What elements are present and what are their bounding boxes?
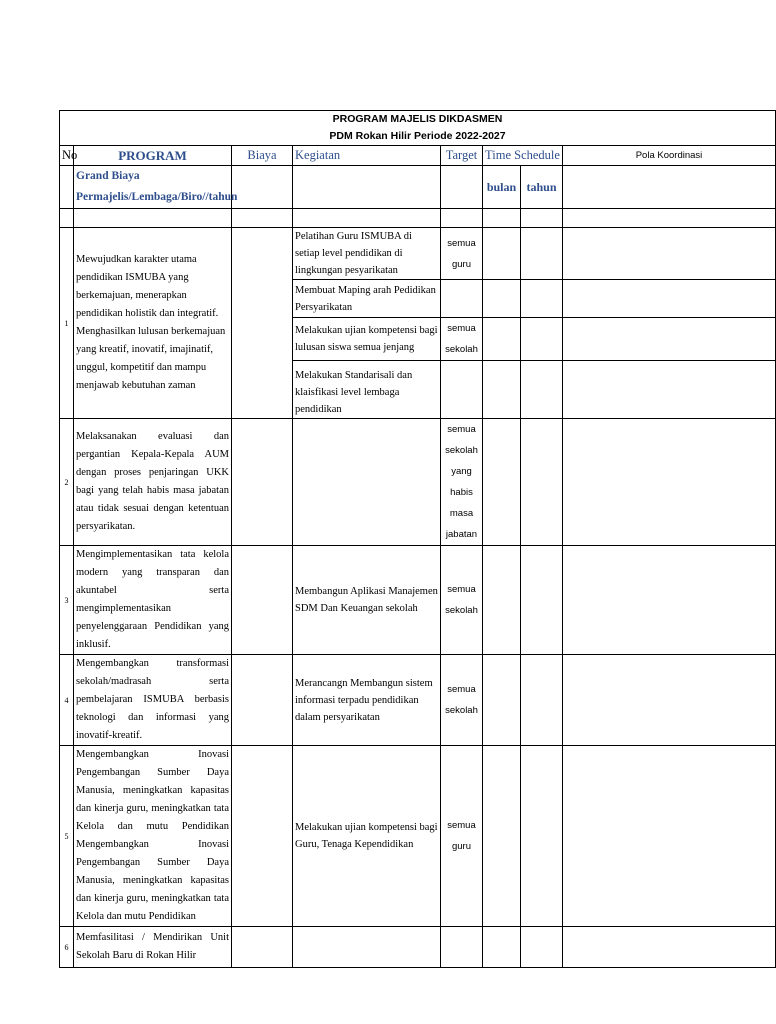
pola-cell <box>563 361 776 419</box>
target-text: semua sekolah <box>441 655 483 746</box>
tahun-cell <box>521 361 563 419</box>
program-text: Mengimplementasikan tata kelola modern yang transparan dan akuntabel serta mengimplementasikan penyelenggaraan Pendidikan yang inklusif. <box>74 546 232 655</box>
pola-cell <box>563 546 776 655</box>
row-number: 6 <box>60 927 74 968</box>
empty-cell <box>563 166 776 209</box>
empty-cell <box>521 209 563 228</box>
header-target: Target <box>441 146 483 166</box>
program-table <box>59 110 776 968</box>
biaya-cell <box>232 927 293 968</box>
header-biaya: Biaya <box>232 146 293 166</box>
pola-cell <box>563 419 776 546</box>
tahun-cell <box>521 318 563 361</box>
target-text: semua guru <box>441 228 483 280</box>
empty-cell <box>60 209 74 228</box>
tahun-cell <box>521 655 563 746</box>
grand-biaya-line-1: Grand Biaya <box>76 170 140 182</box>
bulan-cell <box>483 419 521 546</box>
bulan-cell <box>483 280 521 318</box>
table-row <box>60 746 776 927</box>
kegiatan-text: Merancangn Membangun sistem informasi terpadu pendidikan dalam persyarikatan <box>293 655 441 746</box>
kegiatan-text: Membuat Maping arah Pedidikan Persyarikatan <box>293 280 441 318</box>
row-number: 1 <box>60 228 74 419</box>
pola-cell <box>563 280 776 318</box>
grand-biaya-line-2: Permajelis/Lembaga/Biro//tahun <box>76 191 238 203</box>
header-bulan: bulan <box>483 166 521 209</box>
target-text: semua sekolah <box>441 546 483 655</box>
empty-cell <box>483 209 521 228</box>
program-text: Mewujudkan karakter utama pendidikan ISMUBA yang berkemajuan, menerapkan pendidikan holistik dan integratif. Menghasilkan lulusan berkemajuan yang kreatif, inovatif, imajinatif, unggul, kompetitif dan mampu menjawab kebutuhan zaman <box>74 228 232 419</box>
biaya-cell <box>232 546 293 655</box>
pola-cell <box>563 746 776 927</box>
target-text <box>441 927 483 968</box>
target-text <box>441 361 483 419</box>
grand-biaya-label <box>74 166 238 209</box>
table-row <box>60 546 776 655</box>
kegiatan-text <box>293 419 441 546</box>
header-tahun: tahun <box>521 166 563 209</box>
title-line-2: PDM Rokan Hilir Periode 2022-2027 <box>329 130 506 142</box>
header-program: PROGRAM <box>74 146 232 166</box>
table-row <box>60 655 776 746</box>
kegiatan-text: Melakukan ujian kompetensi bagi lulusan siswa semua jenjang <box>293 318 441 361</box>
biaya-cell <box>232 228 293 419</box>
pola-cell <box>563 228 776 280</box>
spacer-row <box>60 209 776 228</box>
kegiatan-text: Membangun Aplikasi Manajemen SDM Dan Keuangan sekolah <box>293 546 441 655</box>
table-row <box>60 419 776 546</box>
bulan-cell <box>483 318 521 361</box>
header-row <box>60 146 776 166</box>
program-text: Melaksanakan evaluasi dan pergantian Kepala-Kepala AUM dengan proses penjaringan UKK bagi yang telah habis masa jabatan atau tidak sesuai dengan ketentuan persyarikatan. <box>74 419 232 546</box>
empty-cell <box>232 209 293 228</box>
target-text: semua guru <box>441 746 483 927</box>
subheader-row <box>60 166 776 209</box>
tahun-cell <box>521 927 563 968</box>
header-no: No <box>60 146 74 166</box>
header-time-schedule: Time Schedule <box>483 146 563 166</box>
pola-cell <box>563 318 776 361</box>
bulan-cell <box>483 746 521 927</box>
target-text: semua sekolah yang habis masa jabatan <box>441 419 483 546</box>
empty-cell <box>60 166 74 209</box>
header-pola-koordinasi: Pola Koordinasi <box>563 146 776 166</box>
bulan-cell <box>483 655 521 746</box>
empty-cell <box>293 209 441 228</box>
pola-cell <box>563 655 776 746</box>
biaya-cell <box>232 746 293 927</box>
tahun-cell <box>521 228 563 280</box>
table-row <box>60 927 776 968</box>
row-number: 5 <box>60 746 74 927</box>
empty-cell <box>232 166 293 209</box>
program-text: Mengembangkan Inovasi Pengembangan Sumber Daya Manusia, meningkatkan kapasitas dan kinerja guru, meningkatkan tata Kelola dan mutu Pendidikan Mengembangkan Inovasi Pengembangan Sumber Daya Manusia, meningkatkan kapasitas dan kinerja guru, meningkatkan tata Kelola dan mutu Pendidikan <box>74 746 232 927</box>
target-text <box>441 280 483 318</box>
empty-cell <box>74 209 232 228</box>
tahun-cell <box>521 546 563 655</box>
title-line-1: PROGRAM MAJELIS DIKDASMEN <box>332 113 503 125</box>
kegiatan-text: Melakukan Standarisali dan klaisfikasi level lembaga pendidikan <box>293 361 441 419</box>
bulan-cell <box>483 228 521 280</box>
empty-cell <box>441 209 483 228</box>
biaya-cell <box>232 655 293 746</box>
program-text: Memfasilitasi / Mendirikan Unit Sekolah Baru di Rokan Hilir <box>74 927 232 968</box>
program-text: Mengembangkan transformasi sekolah/madrasah serta pembelajaran ISMUBA berbasis teknologi dan informasi yang inovatif-kreatif. <box>74 655 232 746</box>
row-number: 2 <box>60 419 74 546</box>
tahun-cell <box>521 419 563 546</box>
empty-cell <box>441 166 483 209</box>
tahun-cell <box>521 280 563 318</box>
row-number: 3 <box>60 546 74 655</box>
bulan-cell <box>483 927 521 968</box>
table-row <box>60 228 776 280</box>
bulan-cell <box>483 546 521 655</box>
bulan-cell <box>483 361 521 419</box>
title-row <box>60 111 776 146</box>
kegiatan-text: Pelatihan Guru ISMUBA di setiap level pendidikan di lingkungan pesyarikatan <box>293 228 441 280</box>
empty-cell <box>293 166 441 209</box>
row-number: 4 <box>60 655 74 746</box>
biaya-cell <box>232 419 293 546</box>
header-kegiatan: Kegiatan <box>293 146 441 166</box>
kegiatan-text <box>293 927 441 968</box>
kegiatan-text: Melakukan ujian kompetensi bagi Guru, Tenaga Kependidikan <box>293 746 441 927</box>
document-title <box>60 111 776 146</box>
tahun-cell <box>521 746 563 927</box>
target-text: semua sekolah <box>441 318 483 361</box>
empty-cell <box>563 209 776 228</box>
pola-cell <box>563 927 776 968</box>
